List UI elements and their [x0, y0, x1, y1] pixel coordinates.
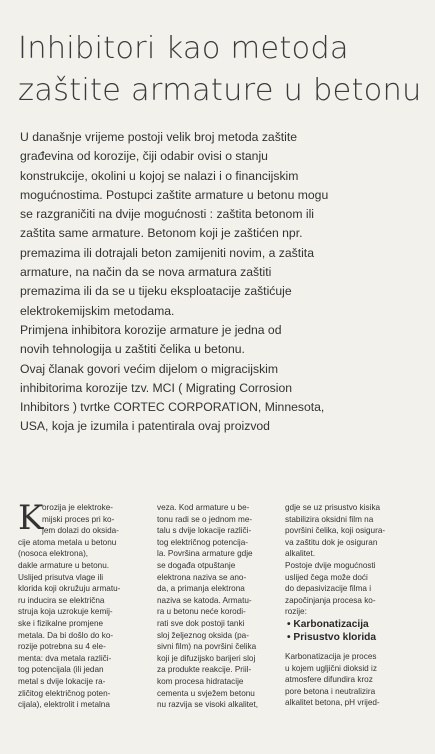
intro-line: zaštita same armature. Betonom koji je zaštićen npr. [20, 226, 303, 241]
text-line: orozija je elektroke- [42, 503, 113, 512]
text-line: ra u betonu neće korodi- [157, 607, 246, 617]
text-line: struja koja uzrokuje kemij- [18, 607, 113, 617]
intro-line: armature, na način da se nova armatura zaštiti [20, 265, 272, 280]
text-line: alkalitet. [285, 549, 316, 559]
text-line: la. Površina armature gdje [157, 549, 253, 559]
text-line: dakle armature u betonu. [18, 560, 110, 570]
text-line: koji je difuzijsko barijeri sloj [157, 653, 256, 663]
column-1 [18, 498, 144, 711]
text-line: tonu radi se o jednom me- [157, 514, 253, 524]
text-line: tog potencijala (ili jedan [18, 665, 104, 675]
intro-line: premazima ili da se u tijeku eksploatacije zaštićuje [20, 284, 292, 299]
column-3 [285, 502, 411, 709]
title-line-1: Inhibitori kao metoda [18, 31, 349, 66]
text-line: do depasivizacije filma i [285, 584, 372, 594]
text-line: (nosoca elektrona), [18, 549, 89, 559]
intro-line: novih tehnologija u zaštiti čelika u betonu. [20, 342, 245, 357]
text-line: metala. Da bi došlo do ko- [18, 630, 114, 640]
text-line: alkalitet betona, pH vrijed- [285, 698, 380, 708]
text-line: Postoje dvije mogućnosti [285, 560, 376, 570]
text-line: u kojem ugljični dioksid iz [285, 663, 377, 673]
text-line: tog električnog potencija- [157, 537, 249, 547]
intro-line: građevina od korozije, čiji odabir ovisi o stanju [20, 149, 268, 164]
intro-line: elektrokemijskim metodama. [20, 303, 175, 318]
text-line: rozije: [285, 607, 307, 617]
drop-cap: K [18, 498, 44, 538]
text-line: cementa u svježem betonu [157, 688, 255, 698]
text-line: Uslijed prisutva vlage ili [18, 572, 104, 582]
intro-line: Ovaj članak govori većim dijelom o migracijskim [20, 361, 279, 376]
text-line: metal s dvije lokacije ra- [18, 676, 106, 686]
text-line: cije atoma metala u betonu [18, 537, 117, 547]
text-line: cijala), elektrolit i metalna [18, 700, 110, 710]
text-line: da, a primanja elektrona [157, 584, 245, 594]
intro-line: konstrukcije, okolini u kojoj se nalazi i o financijskim [20, 168, 299, 183]
text-line: površini čelika, koji osigura- [285, 526, 386, 536]
text-line: za produkte reakcije. Priil- [157, 665, 252, 675]
text-line: kom procesa hidratacije [157, 676, 244, 686]
text-line: atmosfere difundira kroz [285, 675, 373, 685]
text-line: naziva se katoda. Armatu- [157, 595, 252, 605]
intro-line: Inhibitors ) tvrtke CORTEC CORPORATION, Minnesota, [20, 400, 325, 415]
intro-paragraph [20, 128, 430, 437]
intro-line: premazima ili dotrajali beton zamijeniti novim, a zaštita [20, 245, 314, 260]
text-line: va zaštitu dok je osiguran [285, 537, 378, 547]
text-line: sivni film) na površini čelika [157, 642, 257, 652]
bullet-item: • Prisustvo klorida [287, 631, 377, 643]
column-2 [157, 502, 283, 711]
text-line: Karbonatizacija je proces [285, 651, 377, 661]
text-line: klorida koji okružuju armatu- [18, 584, 121, 594]
text-line: se događa otpuštanje [157, 560, 236, 570]
text-line: stabilizira oksidni film na [285, 514, 374, 524]
text-line: ske i fizikalne promjene [18, 618, 104, 628]
text-line: rati sve dok postoji tanki [157, 618, 245, 628]
text-line: veza. Kod armature u be- [157, 503, 250, 512]
text-line: jem dolazi do oksida- [42, 526, 119, 536]
intro-line: U današnje vrijeme postoji velik broj metoda zaštite [20, 130, 298, 144]
text-line: pore betona i neutralizira [285, 686, 376, 696]
text-line: rozije potrebna su 4 ele- [18, 642, 106, 652]
intro-line: USA, koja je izumila i patentirala ovaj proizvod [20, 419, 270, 434]
text-line: talu s dvije lokacije različi- [157, 526, 252, 536]
text-line: menta: dva metala različi- [18, 653, 112, 663]
title-line-2: zaštite armature u betonu [18, 73, 422, 108]
body-columns [18, 498, 428, 752]
text-line: elektrona naziva se ano- [157, 572, 247, 582]
text-line: mijski proces pri ko- [42, 514, 115, 524]
article-title [18, 28, 428, 112]
intro-line: Primjena inhibitora korozije armature je jedna od [20, 322, 282, 337]
text-line: zličitog električnog poten- [18, 688, 111, 698]
text-line: ru inducira se električna [18, 595, 105, 605]
text-line: započinjanja procesa ko- [285, 595, 376, 605]
bullet-item: • Karbonatizacija [287, 618, 369, 630]
text-line: nu razvija se visoki alkalitet, [157, 700, 259, 710]
text-line: uslijed čega može doći [285, 572, 368, 582]
intro-line: inhibitorima korozije tzv. MCI ( Migrating Corrosion [20, 380, 293, 395]
text-line: gdje se uz prisustvo kisika [285, 503, 381, 512]
intro-line: mogućnostima. Postupci zaštite armature u betonu mogu [20, 187, 329, 202]
intro-line: se razgraničiti na dvije mogućnosti : zaštita betonom ili [20, 207, 314, 222]
text-line: sloj željeznog oksida (pa- [157, 630, 249, 640]
